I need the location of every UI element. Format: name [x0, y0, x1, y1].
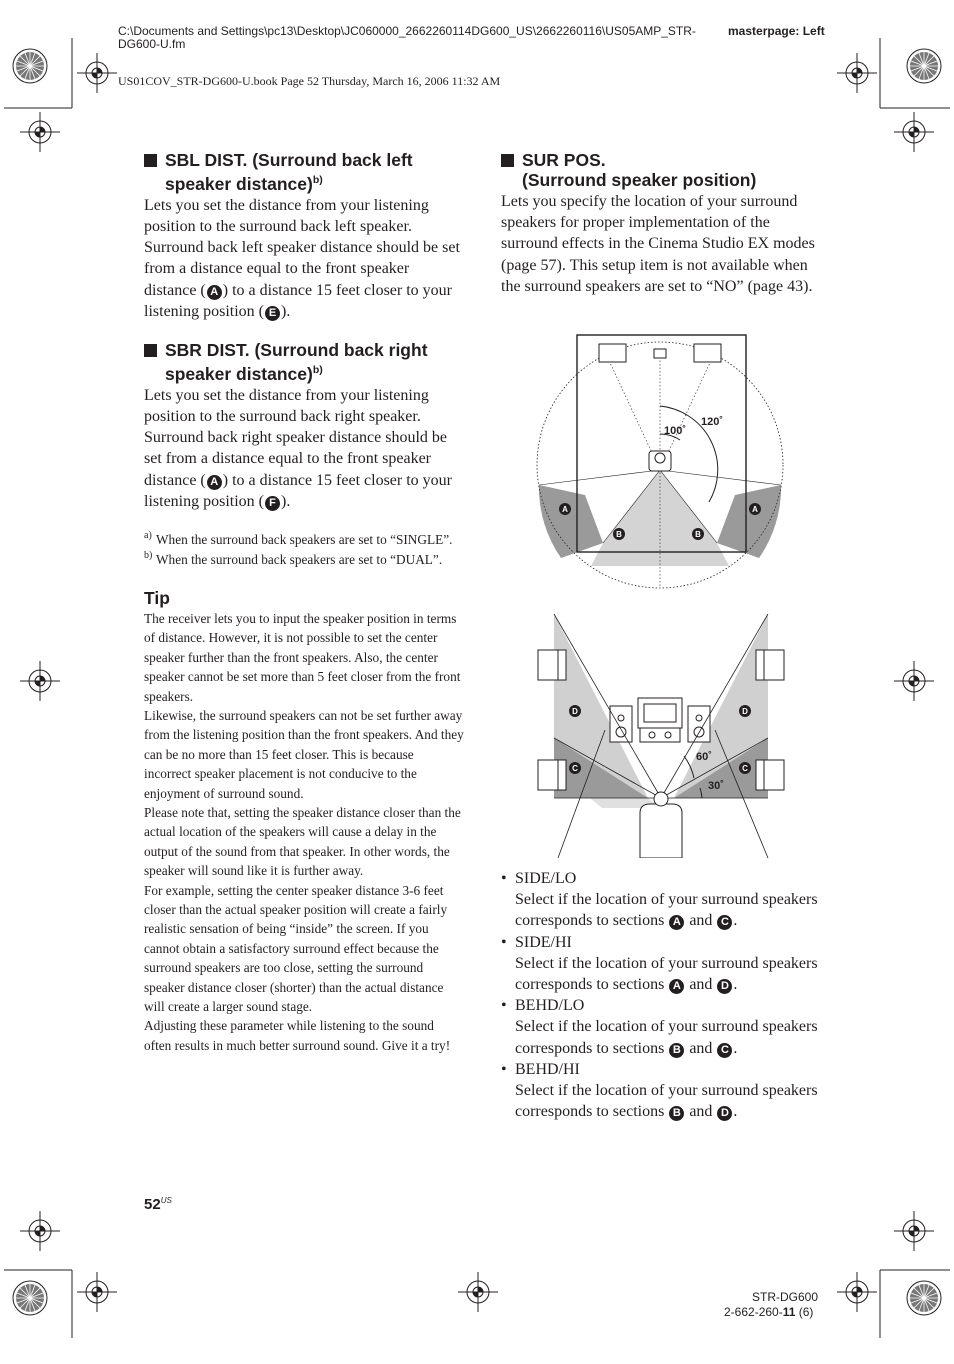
footnote: b) When the surround back speakers are set to “DUAL”. [144, 549, 443, 567]
file-path: C:\Documents and Settings\pc13\Desktop\JC060000_2662260114DG600_US\2662260116\US05AMP_STR-DG600-U.fm [118, 24, 696, 51]
page-number: $52^{US}$ [144, 1196, 172, 1213]
angle-30: 30˚ [708, 780, 724, 792]
section-c-left-marker [569, 762, 581, 774]
tip-paragraph: Please note that, setting the speaker distance closer than the actual location of the speakers will cause a delay in the output of the sound from that speaker. In other words, the speaker will sound like it is further away. [144, 804, 461, 879]
option-item: • BEHD/HI Select if the location of your surround speakers corresponds to sections B and D . [501, 1059, 831, 1123]
svg-text:C: C [742, 764, 748, 773]
masterpage-label: masterpage: Left [728, 24, 825, 38]
option-item: • BEHD/LO Select if the location of your surround speakers corresponds to sections B and C . [501, 995, 831, 1059]
svg-text:C: C [572, 764, 578, 773]
sur-pos-options [501, 868, 831, 1122]
angle-60: 60˚ [696, 751, 712, 763]
svg-text:D: D [572, 707, 578, 716]
mark-a: A [207, 475, 222, 490]
surpos-heading: SUR POS. (Surround speaker position) [501, 150, 823, 190]
section-a-right-marker [749, 503, 761, 515]
model-name: STR-DG600 [752, 1290, 819, 1304]
option-item: • SIDE/HI Select if the location of your surround speakers corresponds to sections A and D . [501, 932, 831, 996]
book-info: US01COV_STR-DG600-U.book Page 52 Thursday, March 16, 2006 11:32 AM [118, 74, 501, 88]
svg-text:D: D [742, 707, 748, 716]
mark-f: F [265, 496, 280, 511]
mark-e: E [265, 306, 280, 321]
sbl-body: Lets you set the distance from your listening position to the surround back left speaker. Surround back left speaker distance should be set from a distance equal to the front speaker distance ( A ) to a distance 15 feet closer to your listening position ( E ). [144, 196, 460, 320]
section-d-right-marker [739, 705, 751, 717]
sbr-body: Lets you set the distance from your listening position to the surround back right speaker. Surround back right speaker distance should be set from a distance equal to the front speaker distance ( A ) to a distance 15 feet closer to your listening position ( F ). [144, 386, 452, 510]
section-b-right-marker [692, 528, 704, 540]
section-b-left-marker [613, 528, 625, 540]
document-code: 2-662-260-11 (6) [724, 1305, 814, 1319]
heading-square [501, 154, 514, 167]
section-d-left-marker [569, 705, 581, 717]
tip-paragraph: The receiver lets you to input the speaker position in terms of distance. However, it is not possible to set the center speaker further than the front speakers. Also, the center speaker cannot be set more than 5 feet closer from the front speakers. [144, 610, 461, 704]
tip-body [144, 609, 464, 1055]
svg-text:A: A [562, 505, 568, 514]
option-item: • SIDE/LO Select if the location of your surround speakers corresponds to sections A and C . [501, 868, 831, 932]
tip-title: Tip [144, 587, 170, 608]
section-a-left-marker [559, 503, 571, 515]
heading-square [144, 344, 157, 357]
angle-120: 120˚ [701, 416, 724, 428]
tip-paragraph: Likewise, the surround speakers can not be set further away from the listening position than the front speakers. And they can be no more than 15 feet closer. This is because incorrect speaker placement is not conducive to the enjoyment of surround sound. [144, 707, 464, 801]
sbl-heading: SBL DIST. (Surround back left speaker distance)$^{b)}$ [144, 150, 464, 194]
speaker-height-bottom-diagram [530, 608, 790, 858]
mark-a: A [207, 285, 222, 300]
svg-text:B: B [695, 530, 701, 539]
svg-text:A: A [752, 505, 758, 514]
tip-paragraph: Adjusting these parameter while listening to the sound often results in much better surround sound. Give it a try! [144, 1018, 451, 1053]
left-column [144, 150, 464, 1055]
svg-text:B: B [616, 530, 622, 539]
speaker-position-top-diagram [533, 330, 793, 592]
footnote: a) When the surround back speakers are set to “SINGLE”. [144, 530, 453, 548]
sbr-heading: SBR DIST. (Surround back right speaker distance)$^{b)}$ [144, 340, 464, 384]
section-c-right-marker [739, 762, 751, 774]
heading-square [144, 154, 157, 167]
angle-100: 100˚ [664, 425, 687, 437]
footnotes [144, 530, 464, 569]
tip-paragraph: For example, setting the center speaker distance 3-6 feet closer than the actual speaker position will create a fairly realistic sensation of being “inside” the screen. If you cannot obtain a satisfactory surround effect because the surround speakers are too close, setting the surround speaker distance closer (shorter) than the actual distance will create a larger sound stage. [144, 882, 448, 1015]
right-column [501, 150, 823, 297]
surpos-body: Lets you specify the location of your surround speakers for proper implementation of the surround effects in the Cinema Studio EX modes (page 57). This setup item is not available when the surround speakers are set to “NO” (page 43). [501, 193, 815, 295]
